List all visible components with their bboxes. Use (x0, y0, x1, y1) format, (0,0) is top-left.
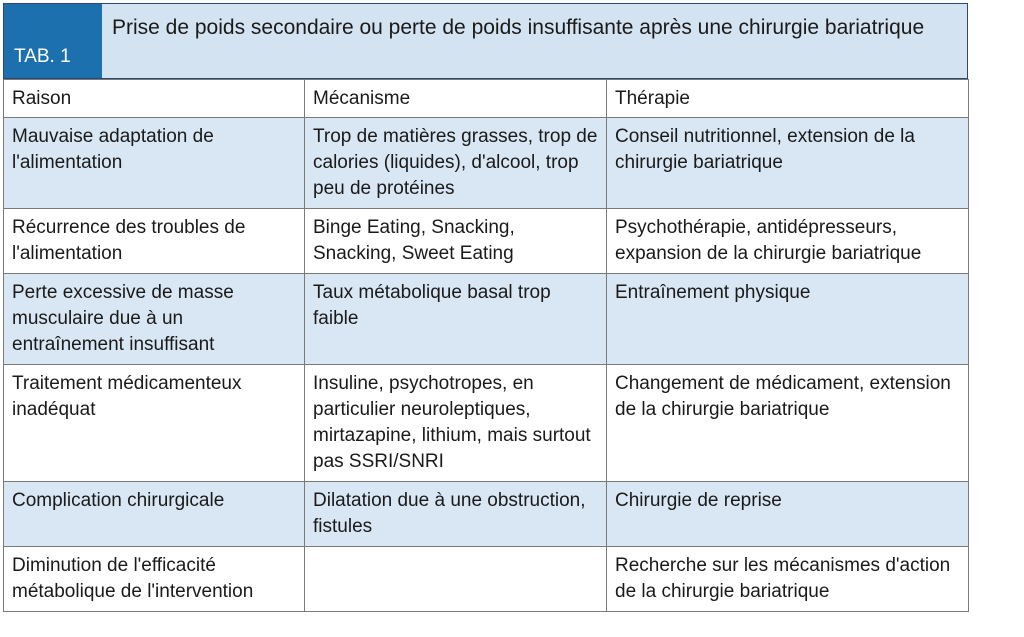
table-cell: Mauvaise adaptation de l'alimentation (4, 118, 305, 209)
table-cell: Complication chirurgicale (4, 482, 305, 547)
table-row (4, 482, 969, 547)
table-cell: Recherche sur les mécanismes d'action de la chirurgie bariatrique (607, 547, 969, 612)
column-header: Raison (4, 80, 305, 118)
table-title: Prise de poids secondaire ou perte de poids insuffisante après une chirurgie bariatrique (112, 16, 925, 39)
table-row (4, 118, 969, 209)
column-header-row (4, 80, 969, 118)
table-row (4, 209, 969, 274)
table-cell: Taux métabolique basal trop faible (305, 274, 607, 365)
data-table (3, 3, 968, 612)
table-cell: Récurrence des troubles de l'alimentation (4, 209, 305, 274)
table-grid (3, 79, 969, 612)
table-cell: Chirurgie de reprise (607, 482, 969, 547)
table-cell: Psychothérapie, antidépresseurs, expansion de la chirurgie bariatrique (607, 209, 969, 274)
table-row (4, 274, 969, 365)
table-cell: Changement de médicament, extension de la chirurgie bariatrique (607, 365, 969, 482)
table-cell: Diminution de l'efficacité métabolique de l'intervention (4, 547, 305, 612)
table-row (4, 547, 969, 612)
table-cell: Perte excessive de masse musculaire due à un entraînement insuffisant (4, 274, 305, 365)
table-header-bar (3, 3, 968, 79)
table-number-label: TAB. 1 (4, 4, 102, 78)
table-cell: Traitement médicamenteux inadéquat (4, 365, 305, 482)
table-cell: Binge Eating, Snacking, Snacking, Sweet Eating (305, 209, 607, 274)
column-header: Thérapie (607, 80, 969, 118)
table-cell: Dilatation due à une obstruction, fistules (305, 482, 607, 547)
table-cell: Insuline, psychotropes, en particulier neuroleptiques, mirtazapine, lithium, mais surtout pas SSRI/SNRI (305, 365, 607, 482)
table-row (4, 365, 969, 482)
table-cell: Trop de matières grasses, trop de calories (liquides), d'alcool, trop peu de protéines (305, 118, 607, 209)
table-cell (305, 547, 607, 612)
table-cell: Entraînement physique (607, 274, 969, 365)
column-header: Mécanisme (305, 80, 607, 118)
table-cell: Conseil nutritionnel, extension de la chirurgie bariatrique (607, 118, 969, 209)
